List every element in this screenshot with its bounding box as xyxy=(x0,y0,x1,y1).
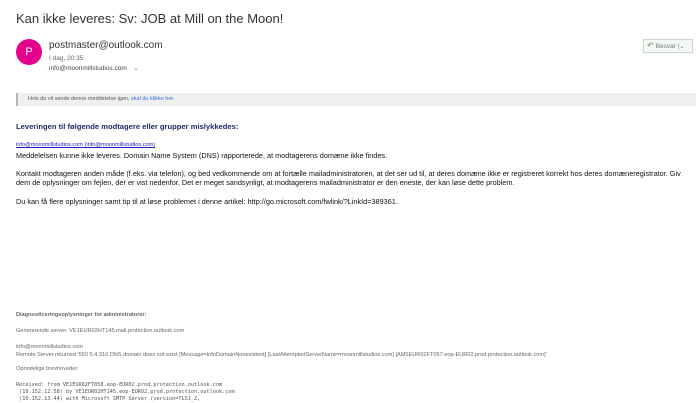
reply-icon: ↶ xyxy=(647,41,654,50)
chevron-down-icon[interactable]: |⌄ xyxy=(677,44,685,50)
delivery-failure-heading: Leveringen til følgende modtagere eller grupper mislykkedes: xyxy=(16,122,239,131)
recipient-line xyxy=(49,65,139,72)
sender-avatar[interactable]: P xyxy=(16,39,42,65)
failed-recipient-link[interactable]: info@moonmillstudios.com (info@moonmillstudios.com) xyxy=(16,142,156,148)
email-date: I dag, 20:35 xyxy=(49,55,84,62)
received-header-line: Received: from VE1EUR02FT058.eop-EUR02.prod.protection.outlook.com xyxy=(16,382,223,388)
original-headers-label: Oprindelige brevhoveder: xyxy=(16,366,79,372)
generating-server: Genererende server: VE1EUR02HT145.mail.protection.outlook.com xyxy=(16,328,185,334)
received-header-line: (10.152.12.58) by VE1EUR02HT145.eop-EUR02.prod.protection.outlook.com xyxy=(16,389,235,395)
diag-recipient: info@moonmillstudios.com xyxy=(16,344,83,350)
resend-link[interactable]: skal du klikke her. xyxy=(131,96,175,102)
recipient-address[interactable]: info@moonmillstudios.com xyxy=(49,65,127,72)
contact-instructions: Kontakt modtageren anden måde (f.eks. via telefon), og bed vedkommende om at fortælle mailadministratoren, at det ser ud til, at deres domæne ikke er registreret korrekt hos deres domæneregistrator. Giv dem de oplysninger om fejlen, der er vist nedenfor. Det er meget sandsynligt, at modtagerens mailadministrator er den eneste, der kan løse dette problem. xyxy=(16,169,681,187)
reply-button[interactable] xyxy=(643,39,693,53)
more-info-text: Du kan få flere oplysninger samt tip til at løse problemet i denne artikel: http://go.microsoft.com/fwlink/?LinkId=389361. xyxy=(16,197,398,206)
resend-infobar xyxy=(16,93,696,106)
expand-recipients-icon[interactable]: ⌄ xyxy=(133,66,139,72)
remote-server-response: Remote Server returned '550 5.4.310 DNS domain does not exist [Message=InfoDomainNonexistent] [LastAttemptedServerName=moonmillstudios.com] [AM5EUR02FT057.eop-EUR02.prod.protection.outlook.com]' xyxy=(16,352,547,358)
received-header-line: (10.152.13.44) with Microsoft SMTP Server (version=TLS1_2, xyxy=(16,396,201,402)
diagnostics-heading: Diagnosticeringsoplysninger for administratorer: xyxy=(16,312,147,318)
failure-reason: Meddelelsen kunne ikke leveres. Domain Name System (DNS) rapporterede, at modtagerens domæne ikke findes. xyxy=(16,151,388,160)
email-subject: Kan ikke leveres: Sv: JOB at Mill on the Moon! xyxy=(16,11,284,26)
reply-label: Besvar xyxy=(655,43,676,50)
infobar-text: Hvis du vil sende denne meddelelse igen, xyxy=(28,96,132,102)
sender-address[interactable]: postmaster@outlook.com xyxy=(49,40,163,51)
